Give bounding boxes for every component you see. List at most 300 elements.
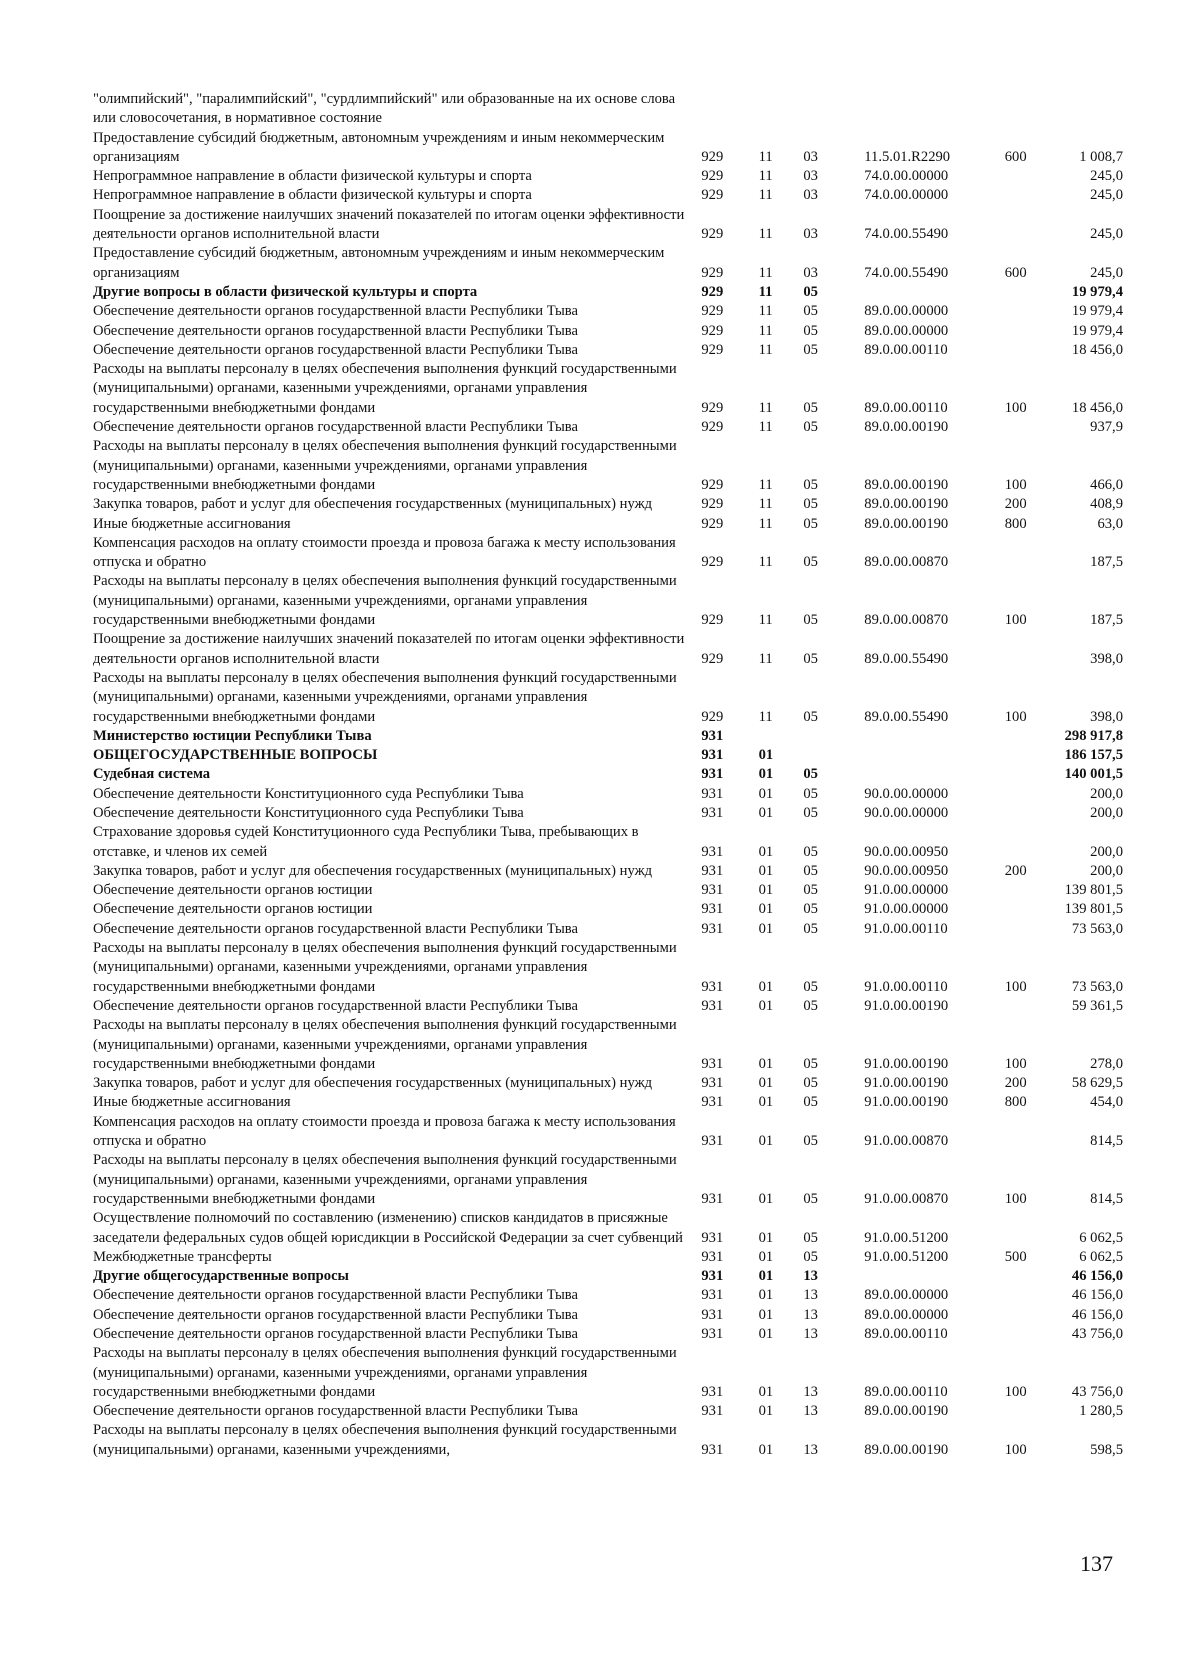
row-section-code: 11 bbox=[758, 419, 773, 436]
row-amount: 398,0 bbox=[1090, 650, 1123, 667]
table-row bbox=[93, 785, 1123, 804]
row-amount: 43 756,0 bbox=[1071, 1326, 1123, 1342]
row-subsection-code: 13 bbox=[803, 1306, 818, 1323]
row-section-code: 11 bbox=[758, 187, 773, 204]
row-expense-type: 800 bbox=[1004, 1094, 1027, 1111]
row-target-article: 90.0.00.00950 bbox=[864, 843, 949, 860]
row-name: Обеспечение деятельности Конституционного суда Республики Тыва bbox=[93, 804, 524, 821]
table-row bbox=[93, 804, 1123, 823]
row-amount: 43 756,0 bbox=[1071, 1383, 1123, 1400]
table-row bbox=[93, 167, 1123, 186]
row-amount: 814,5 bbox=[1090, 1133, 1123, 1150]
row-section-code: 01 bbox=[758, 882, 774, 899]
table-row bbox=[93, 1267, 1123, 1286]
table-row bbox=[93, 1402, 1123, 1421]
row-ved-code: 931 bbox=[701, 766, 724, 783]
row-section-code: 01 bbox=[758, 1326, 774, 1342]
row-name: Поощрение за достижение наилучших значений показателей по итогам оценки эффективности деятельности органов исполнительной власти bbox=[93, 631, 685, 667]
row-name: Иные бюджетные ассигнования bbox=[93, 1094, 291, 1111]
row-expense-type: 100 bbox=[1004, 1383, 1027, 1400]
row-expense-type bbox=[997, 997, 1064, 1016]
row-amount: 59 361,5 bbox=[1071, 997, 1123, 1014]
table-row bbox=[93, 90, 1123, 129]
row-name: Обеспечение деятельности органов государственной власти Республики Тыва bbox=[93, 1306, 578, 1323]
row-name: Обеспечение деятельности органов государственной власти Республики Тыва bbox=[93, 1326, 578, 1342]
row-section-code: 01 bbox=[758, 843, 774, 860]
row-target-article: 89.0.00.00190 bbox=[864, 496, 949, 513]
table-row bbox=[93, 862, 1123, 881]
table-row bbox=[93, 283, 1123, 302]
row-section-code: 01 bbox=[758, 804, 774, 821]
row-amount: 18 456,0 bbox=[1071, 341, 1123, 358]
row-target-article: 89.0.00.00000 bbox=[864, 322, 949, 339]
row-section-code: 11 bbox=[758, 283, 773, 300]
table-row bbox=[93, 997, 1123, 1016]
row-subsection-code: 05 bbox=[803, 496, 818, 513]
row-name: Расходы на выплаты персоналу в целях обеспечения выполнения функций государственными (муниципальными) органами, казенными учреждениями, органами управления государственными внебюджетными фондами bbox=[93, 1017, 677, 1072]
row-expense-type: 600 bbox=[1004, 264, 1027, 281]
row-ved-code: 931 bbox=[701, 1268, 724, 1285]
row-subsection-code: 05 bbox=[803, 882, 818, 899]
row-subsection-code: 05 bbox=[803, 322, 818, 339]
row-name: Обеспечение деятельности органов государственной власти Республики Тыва bbox=[93, 322, 578, 339]
row-target-article: 91.0.00.00110 bbox=[864, 920, 948, 937]
row-expense-type bbox=[997, 804, 1064, 823]
row-target-article: 89.0.00.00000 bbox=[864, 1306, 949, 1323]
row-expense-type: 200 bbox=[1004, 496, 1027, 513]
row-subsection-code: 05 bbox=[803, 1190, 818, 1207]
row-subsection-code: 05 bbox=[803, 901, 818, 918]
row-ved-code: 929 bbox=[701, 515, 724, 532]
row-expense-type bbox=[997, 167, 1064, 186]
row-ved-code: 929 bbox=[701, 554, 724, 571]
row-name: Страхование здоровья судей Конституционного суда Республики Тыва, пребывающих в отставке, и членов их семей bbox=[93, 824, 639, 860]
row-subsection-code: 05 bbox=[803, 1075, 818, 1092]
row-expense-type bbox=[997, 322, 1064, 341]
row-ved-code: 931 bbox=[701, 1229, 724, 1246]
row-name: Обеспечение деятельности Конституционного суда Республики Тыва bbox=[93, 785, 524, 802]
row-section-code: 01 bbox=[758, 1055, 774, 1072]
row-amount: 1 280,5 bbox=[1079, 1403, 1123, 1420]
row-name: Министерство юстиции Республики Тыва bbox=[93, 727, 372, 744]
table-row bbox=[93, 186, 1123, 205]
row-expense-type bbox=[997, 1113, 1064, 1152]
row-subsection-code: 05 bbox=[803, 554, 818, 571]
table-row bbox=[93, 437, 1123, 495]
row-subsection-code: 05 bbox=[803, 978, 818, 995]
row-expense-type bbox=[997, 746, 1064, 765]
row-subsection-code: 05 bbox=[803, 399, 818, 416]
row-ved-code: 929 bbox=[701, 612, 724, 629]
row-target-article: 91.0.00.00870 bbox=[864, 1133, 949, 1150]
row-subsection-code: 05 bbox=[803, 476, 818, 493]
row-section-code: 01 bbox=[758, 1268, 774, 1285]
row-ved-code: 931 bbox=[701, 1403, 724, 1420]
row-expense-type: 100 bbox=[1004, 1190, 1027, 1207]
row-ved-code: 929 bbox=[701, 187, 724, 204]
row-target-article: 89.0.00.55490 bbox=[864, 650, 949, 667]
row-ved-code: 931 bbox=[701, 882, 724, 899]
row-expense-type: 500 bbox=[1004, 1248, 1027, 1265]
row-subsection-code: 05 bbox=[803, 303, 818, 320]
table-row bbox=[93, 1421, 1123, 1460]
row-subsection-code: 05 bbox=[803, 766, 818, 783]
row-amount: 298 917,8 bbox=[1064, 727, 1123, 744]
row-ved-code: 931 bbox=[701, 901, 724, 918]
row-amount: 278,0 bbox=[1090, 1055, 1123, 1072]
row-target-article: 74.0.00.00000 bbox=[864, 168, 949, 185]
row-subsection-code: 05 bbox=[803, 1248, 818, 1265]
table-row bbox=[93, 1074, 1123, 1093]
row-target-article: 89.0.00.00870 bbox=[864, 612, 949, 629]
row-subsection-code: 05 bbox=[803, 515, 818, 532]
row-subsection-code bbox=[799, 727, 856, 746]
row-expense-type bbox=[997, 1325, 1064, 1344]
row-ved-code: 929 bbox=[701, 168, 724, 185]
table-row bbox=[93, 129, 1123, 168]
row-subsection-code: 13 bbox=[803, 1441, 818, 1458]
row-amount: 187,5 bbox=[1090, 612, 1123, 629]
table-row bbox=[93, 572, 1123, 630]
row-target-article: 89.0.00.55490 bbox=[864, 708, 949, 725]
row-section-code: 11 bbox=[758, 322, 773, 339]
row-ved-code: 929 bbox=[701, 322, 724, 339]
row-target-article: 89.0.00.00000 bbox=[864, 303, 949, 320]
row-name: Расходы на выплаты персоналу в целях обеспечения выполнения функций государственными (муниципальными) органами, казенными учреждениями, органами управления государственными внебюджетными фондами bbox=[93, 940, 677, 995]
row-section-code: 01 bbox=[758, 1248, 774, 1265]
row-amount: 454,0 bbox=[1090, 1094, 1123, 1111]
row-subsection-code: 03 bbox=[803, 187, 818, 204]
row-name: Непрограммное направление в области физической культуры и спорта bbox=[93, 168, 532, 185]
row-ved-code: 931 bbox=[701, 1190, 724, 1207]
row-expense-type bbox=[997, 765, 1064, 784]
row-expense-type bbox=[997, 1209, 1064, 1248]
row-target-article: 89.0.00.00110 bbox=[864, 1326, 948, 1342]
row-amount: 466,0 bbox=[1090, 476, 1123, 493]
row-amount: 200,0 bbox=[1090, 785, 1123, 802]
row-target-article: 89.0.00.00190 bbox=[864, 476, 949, 493]
row-subsection-code: 03 bbox=[803, 148, 818, 165]
row-target-article: 91.0.00.00190 bbox=[864, 997, 949, 1014]
row-name: Обеспечение деятельности органов государственной власти Республики Тыва bbox=[93, 341, 578, 358]
row-name: Компенсация расходов на оплату стоимости проезда и провоза багажа к месту использования отпуска и обратно bbox=[93, 534, 676, 571]
row-section-code: 11 bbox=[758, 612, 773, 629]
row-ved-code: 929 bbox=[701, 283, 724, 300]
row-amount: 139 801,5 bbox=[1064, 882, 1123, 899]
row-name: Компенсация расходов на оплату стоимости проезда и провоза багажа к месту использования отпуска и обратно bbox=[93, 1113, 676, 1150]
row-target-article: 90.0.00.00950 bbox=[864, 862, 949, 879]
table-row bbox=[93, 727, 1123, 746]
table-row bbox=[93, 244, 1123, 283]
document-page bbox=[93, 90, 1123, 1460]
row-amount: 245,0 bbox=[1090, 226, 1123, 243]
row-target-article: 91.0.00.00000 bbox=[864, 901, 949, 918]
row-ved-code: 931 bbox=[701, 997, 724, 1014]
row-target-article: 74.0.00.55490 bbox=[864, 264, 949, 281]
row-name: Предоставление субсидий бюджетным, автономным учреждениям и иным некоммерческим организациям bbox=[93, 129, 665, 165]
table-row bbox=[93, 341, 1123, 360]
row-section-code: 01 bbox=[758, 862, 774, 879]
row-ved-code: 931 bbox=[701, 843, 724, 860]
table-row bbox=[93, 1248, 1123, 1267]
row-target-article: 89.0.00.00110 bbox=[864, 399, 948, 416]
row-ved-code: 929 bbox=[701, 303, 724, 320]
row-amount: 245,0 bbox=[1090, 264, 1123, 281]
row-target-article: 74.0.00.55490 bbox=[864, 226, 949, 243]
row-amount: 19 979,4 bbox=[1071, 322, 1123, 339]
row-subsection-code: 05 bbox=[803, 1055, 818, 1072]
row-ved-code: 929 bbox=[701, 399, 724, 416]
table-row bbox=[93, 881, 1123, 900]
row-amount: 245,0 bbox=[1090, 187, 1123, 204]
row-name: Обеспечение деятельности органов государственной власти Республики Тыва bbox=[93, 1403, 578, 1420]
row-ved-code: 931 bbox=[701, 804, 724, 821]
row-subsection-code: 13 bbox=[803, 1383, 818, 1400]
row-ved-code: 931 bbox=[701, 1133, 724, 1150]
row-amount: 63,0 bbox=[1097, 515, 1123, 532]
row-subsection-code: 05 bbox=[803, 804, 818, 821]
row-target-article: 74.0.00.00000 bbox=[864, 187, 949, 204]
row-expense-type: 100 bbox=[1004, 1441, 1027, 1458]
row-section-code: 01 bbox=[758, 785, 774, 802]
row-section-code: 11 bbox=[758, 515, 773, 532]
row-amount bbox=[1064, 90, 1123, 129]
table-row bbox=[93, 206, 1123, 245]
row-section-code: 11 bbox=[758, 708, 773, 725]
row-ved-code: 931 bbox=[701, 862, 724, 879]
row-ved-code: 931 bbox=[701, 1326, 724, 1342]
row-expense-type bbox=[997, 341, 1064, 360]
row-expense-type: 100 bbox=[1004, 1055, 1027, 1072]
table-row bbox=[93, 1286, 1123, 1305]
row-subsection-code: 05 bbox=[803, 1094, 818, 1111]
row-name: Расходы на выплаты персоналу в целях обеспечения выполнения функций государственными (муниципальными) органами, казенными учреждениями, органами управления государственными внебюджетными фондами bbox=[93, 361, 677, 416]
table-row bbox=[93, 515, 1123, 534]
row-subsection-code: 03 bbox=[803, 226, 818, 243]
row-amount: 937,9 bbox=[1090, 419, 1123, 436]
row-section-code: 11 bbox=[758, 226, 773, 243]
row-name: Обеспечение деятельности органов государственной власти Республики Тыва bbox=[93, 920, 578, 937]
row-amount: 46 156,0 bbox=[1071, 1306, 1123, 1323]
table-row bbox=[93, 939, 1123, 997]
row-expense-type bbox=[997, 534, 1064, 573]
row-subsection-code: 03 bbox=[803, 168, 818, 185]
row-name: Осуществление полномочий по составлению (изменению) списков кандидатов в присяжные заседатели федеральных судов общей юрисдикции в Российской Федерации за счет субвенций bbox=[93, 1210, 683, 1246]
row-section-code: 11 bbox=[758, 264, 773, 281]
table-row bbox=[93, 823, 1123, 862]
table-row bbox=[93, 534, 1123, 573]
table-row bbox=[93, 322, 1123, 341]
row-section-code: 11 bbox=[758, 554, 773, 571]
row-subsection-code: 05 bbox=[803, 283, 818, 300]
row-name: Расходы на выплаты персоналу в целях обеспечения выполнения функций государственными (муниципальными) органами, казенными учреждениями, органами управления государственными внебюджетными фондами bbox=[93, 1345, 677, 1400]
row-ved-code: 931 bbox=[701, 1055, 724, 1072]
row-section-code: 11 bbox=[758, 650, 773, 667]
table-row bbox=[93, 1151, 1123, 1209]
row-section-code bbox=[759, 90, 800, 129]
row-section-code: 01 bbox=[758, 766, 774, 783]
row-ved-code bbox=[685, 90, 758, 129]
row-amount: 73 563,0 bbox=[1071, 920, 1123, 937]
row-section-code: 01 bbox=[758, 901, 774, 918]
row-section-code: 01 bbox=[758, 1229, 774, 1246]
row-name: Поощрение за достижение наилучших значений показателей по итогам оценки эффективности деятельности органов исполнительной власти bbox=[93, 206, 685, 243]
row-ved-code: 929 bbox=[701, 419, 724, 436]
row-expense-type: 100 bbox=[1004, 978, 1027, 995]
table-row bbox=[93, 495, 1123, 514]
row-expense-type bbox=[997, 785, 1064, 804]
row-name: Закупка товаров, работ и услуг для обеспечения государственных (муниципальных) нужд bbox=[93, 862, 653, 879]
row-amount: 73 563,0 bbox=[1071, 978, 1123, 995]
row-amount: 18 456,0 bbox=[1071, 399, 1123, 416]
row-section-code: 01 bbox=[758, 1306, 774, 1323]
row-subsection-code: 05 bbox=[803, 708, 818, 725]
row-target-article: 90.0.00.00000 bbox=[864, 804, 949, 821]
row-target-article: 89.0.00.00110 bbox=[864, 341, 948, 358]
row-amount: 6 062,5 bbox=[1079, 1248, 1123, 1265]
row-expense-type bbox=[997, 823, 1064, 862]
row-ved-code: 931 bbox=[701, 1248, 724, 1265]
row-subsection-code: 13 bbox=[803, 1326, 818, 1342]
row-expense-type bbox=[997, 206, 1064, 245]
row-amount: 46 156,0 bbox=[1071, 1287, 1123, 1304]
row-subsection-code: 05 bbox=[803, 1133, 818, 1150]
row-expense-type bbox=[997, 630, 1064, 669]
row-amount: 187,5 bbox=[1090, 554, 1123, 571]
row-target-article: 91.0.00.00870 bbox=[864, 1190, 949, 1207]
row-section-code bbox=[759, 727, 800, 746]
row-expense-type: 200 bbox=[1004, 862, 1027, 879]
row-ved-code: 929 bbox=[701, 496, 724, 513]
row-name: Обеспечение деятельности органов юстиции bbox=[93, 882, 373, 899]
row-expense-type: 200 bbox=[1004, 1075, 1027, 1092]
row-section-code: 01 bbox=[758, 1403, 774, 1420]
row-target-article: 90.0.00.00000 bbox=[864, 785, 949, 802]
row-ved-code: 931 bbox=[701, 1383, 724, 1400]
row-subsection-code: 05 bbox=[803, 1229, 818, 1246]
row-section-code: 01 bbox=[758, 978, 774, 995]
row-target-article: 91.0.00.00000 bbox=[864, 882, 949, 899]
row-ved-code: 931 bbox=[701, 1094, 724, 1111]
table-row bbox=[93, 900, 1123, 919]
row-expense-type bbox=[997, 186, 1064, 205]
row-target-article: 89.0.00.00870 bbox=[864, 554, 949, 571]
row-name: Расходы на выплаты персоналу в целях обеспечения выполнения функций государственными (муниципальными) органами, казенными учреждениями, bbox=[93, 1422, 677, 1458]
row-name: Закупка товаров, работ и услуг для обеспечения государственных (муниципальных) нужд bbox=[93, 1075, 653, 1092]
row-expense-type: 800 bbox=[1004, 515, 1027, 532]
row-name: Другие вопросы в области физической культуры и спорта bbox=[93, 283, 478, 300]
row-expense-type bbox=[997, 881, 1064, 900]
row-ved-code: 929 bbox=[701, 264, 724, 281]
row-target-article: 89.0.00.00190 bbox=[864, 1403, 949, 1420]
table-row bbox=[93, 1016, 1123, 1074]
row-ved-code: 929 bbox=[701, 226, 724, 243]
row-section-code: 01 bbox=[758, 1133, 774, 1150]
row-subsection-code bbox=[799, 746, 856, 765]
row-name: Расходы на выплаты персоналу в целях обеспечения выполнения функций государственными (муниципальными) органами, казенными учреждениями, органами управления государственными внебюджетными фондами bbox=[93, 669, 677, 725]
row-name: Расходы на выплаты персоналу в целях обеспечения выполнения функций государственными (муниципальными) органами, казенными учреждениями, органами управления государственными внебюджетными фондами bbox=[93, 573, 677, 629]
row-expense-type bbox=[997, 302, 1064, 321]
row-amount: 186 157,5 bbox=[1064, 747, 1123, 764]
row-section-code: 11 bbox=[758, 303, 773, 320]
row-target-article: 11.5.01.R2290 bbox=[864, 148, 951, 165]
row-amount: 1 008,7 bbox=[1079, 148, 1123, 165]
row-amount: 140 001,5 bbox=[1064, 766, 1123, 783]
row-ved-code: 931 bbox=[701, 920, 724, 937]
row-expense-type bbox=[997, 90, 1064, 129]
row-expense-type bbox=[997, 418, 1064, 437]
row-amount: 200,0 bbox=[1090, 862, 1123, 879]
row-expense-type: 100 bbox=[1004, 399, 1027, 416]
row-target-article: 91.0.00.00110 bbox=[864, 978, 948, 995]
table-row bbox=[93, 920, 1123, 939]
table-row bbox=[93, 1209, 1123, 1248]
row-section-code: 01 bbox=[758, 1441, 774, 1458]
row-expense-type bbox=[997, 1306, 1064, 1325]
row-name: Иные бюджетные ассигнования bbox=[93, 515, 291, 532]
row-amount: 598,5 bbox=[1090, 1441, 1123, 1458]
row-target-article bbox=[856, 765, 996, 784]
row-section-code: 11 bbox=[758, 496, 773, 513]
row-target-article: 89.0.00.00110 bbox=[864, 1383, 948, 1400]
row-amount: 814,5 bbox=[1090, 1190, 1123, 1207]
row-target-article: 91.0.00.00190 bbox=[864, 1094, 949, 1111]
row-expense-type bbox=[997, 1286, 1064, 1305]
row-amount: 408,9 bbox=[1090, 496, 1123, 513]
table-row bbox=[93, 765, 1123, 784]
row-name: Обеспечение деятельности органов государственной власти Республики Тыва bbox=[93, 997, 578, 1014]
row-section-code: 01 bbox=[758, 1190, 774, 1207]
row-name: "олимпийский", "паралимпийский", "сурдлимпийский" или образованные на их основе слова или словосочетания, в нормативное состояние bbox=[93, 91, 676, 127]
row-target-article: 89.0.00.00190 bbox=[864, 1441, 949, 1458]
budget-table bbox=[93, 90, 1123, 1460]
row-amount: 398,0 bbox=[1090, 708, 1123, 725]
row-target-article bbox=[856, 746, 996, 765]
row-section-code: 01 bbox=[758, 997, 774, 1014]
row-expense-type: 100 bbox=[1004, 612, 1027, 629]
row-target-article: 89.0.00.00190 bbox=[864, 419, 949, 436]
row-subsection-code: 13 bbox=[803, 1268, 818, 1285]
budget-table-body bbox=[93, 90, 1123, 1460]
row-subsection-code: 05 bbox=[803, 920, 818, 937]
row-ved-code: 929 bbox=[701, 708, 724, 725]
row-subsection-code: 05 bbox=[803, 862, 818, 879]
row-expense-type: 100 bbox=[1004, 476, 1027, 493]
row-amount: 200,0 bbox=[1090, 804, 1123, 821]
row-ved-code: 931 bbox=[701, 1287, 724, 1304]
row-section-code: 01 bbox=[758, 1075, 774, 1092]
row-subsection-code: 05 bbox=[803, 785, 818, 802]
row-expense-type bbox=[997, 900, 1064, 919]
row-ved-code: 931 bbox=[701, 1306, 724, 1323]
row-name: Расходы на выплаты персоналу в целях обеспечения выполнения функций государственными (муниципальными) органами, казенными учреждениями, органами управления государственными внебюджетными фондами bbox=[93, 438, 677, 493]
row-amount: 245,0 bbox=[1090, 168, 1123, 185]
row-section-code: 11 bbox=[758, 148, 773, 165]
row-ved-code: 929 bbox=[701, 650, 724, 667]
table-row bbox=[93, 746, 1123, 765]
table-row bbox=[93, 1093, 1123, 1112]
row-target-article: 91.0.00.00190 bbox=[864, 1055, 949, 1072]
row-ved-code: 931 bbox=[701, 1441, 724, 1458]
row-name: Расходы на выплаты персоналу в целях обеспечения выполнения функций государственными (муниципальными) органами, казенными учреждениями, органами управления государственными внебюджетными фондами bbox=[93, 1152, 677, 1207]
row-ved-code: 929 bbox=[701, 148, 724, 165]
row-amount: 139 801,5 bbox=[1064, 901, 1123, 918]
row-ved-code: 929 bbox=[701, 341, 724, 358]
row-section-code: 01 bbox=[758, 1383, 774, 1400]
row-section-code: 11 bbox=[758, 399, 773, 416]
row-name: Предоставление субсидий бюджетным, автономным учреждениям и иным некоммерческим организациям bbox=[93, 245, 665, 281]
row-target-article: 89.0.00.00000 bbox=[864, 1287, 949, 1304]
